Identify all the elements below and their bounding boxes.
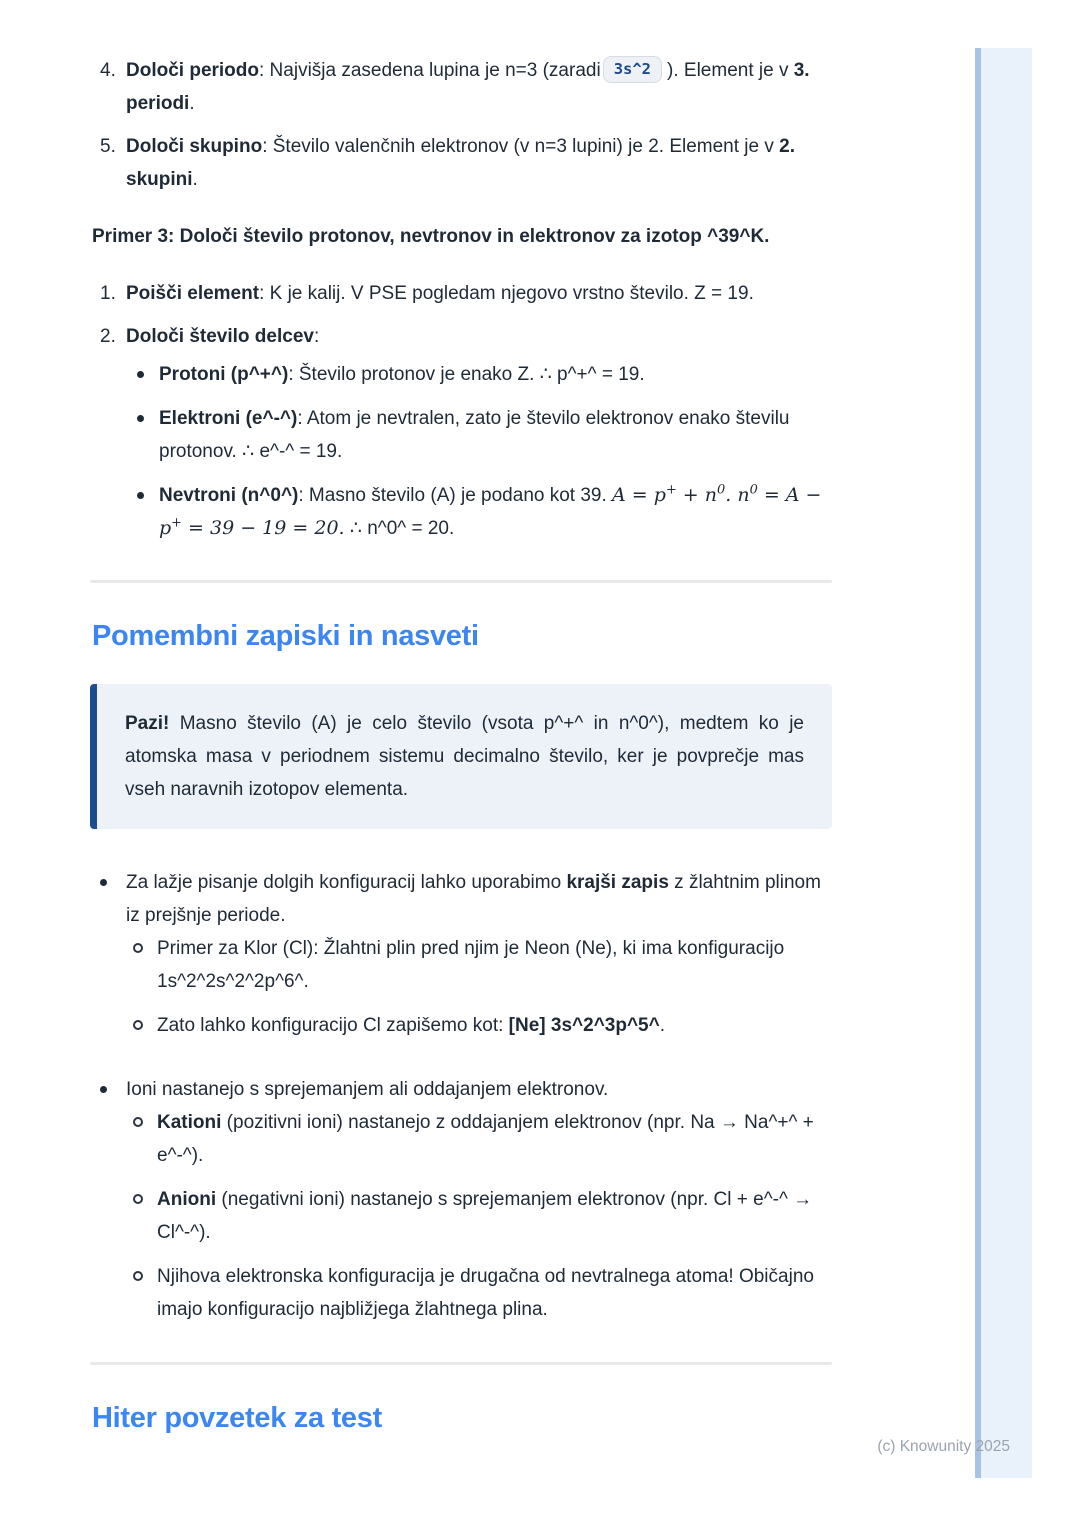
- notes-bullet-list: [90, 866, 832, 1337]
- text-segment: 3. periodi: [126, 60, 810, 114]
- list-item-text: [159, 358, 832, 391]
- math-expression: 0: [717, 482, 726, 498]
- text-segment: Primer za Klor (Cl): Žlahtni plin pred njim je Neon (Ne), ki ima konfiguracijo 1s^2^2s^2^2p^6^.: [157, 938, 785, 992]
- text-segment: Ioni nastanejo s sprejemanjem ali oddajanjem elektronov.: [126, 1079, 609, 1100]
- list-item-text: [159, 402, 832, 468]
- text-segment: Določi število delcev: [126, 326, 314, 347]
- list-item-text: [126, 54, 832, 120]
- numbered-steps-list-primer3: [90, 277, 832, 556]
- bullet-circle-marker: [133, 1260, 157, 1281]
- text-segment: Masno število (A) je celo število (vsota p^+^ in n^0^), medtem ko je atomska masa v periodnem sistemu decimalno število, ker je povprečje mas vseh naravnih izotopov elementa.: [125, 713, 804, 800]
- list-item-paragraph: [159, 358, 832, 391]
- bullet-circle-marker: [133, 1183, 157, 1204]
- list-item-paragraph: [126, 130, 832, 196]
- list-number: 1.: [100, 283, 116, 304]
- list-item-paragraph: [126, 866, 832, 932]
- list-item: [133, 1106, 832, 1172]
- text-segment: : Atom je nevtralen, zato je število elektronov enako številu protonov. ∴ e^-^ = 19.: [159, 408, 790, 462]
- bullet-disc-marker: [100, 1073, 126, 1093]
- list-item-paragraph: [126, 1073, 832, 1106]
- list-item-paragraph: [159, 402, 832, 468]
- list-item-paragraph: [126, 320, 832, 353]
- copyright-footer: (c) Knowunity 2025: [877, 1438, 1010, 1455]
- bullet-disc-marker: [137, 402, 159, 422]
- bullet-disc-marker: [100, 866, 126, 886]
- list-item-text: [157, 1183, 832, 1249]
- list-item: [133, 1009, 832, 1042]
- list-item-text: [126, 320, 832, 556]
- text-segment: Kationi: [157, 1112, 222, 1133]
- list-item-paragraph: [157, 1106, 832, 1172]
- page-edge-strip: [975, 48, 1032, 1478]
- list-item: [137, 479, 832, 545]
- nested-circle-list: [133, 932, 832, 1042]
- list-item-text: [126, 1073, 832, 1337]
- bullet-circle-marker: [133, 1009, 157, 1030]
- list-item-paragraph: [126, 54, 832, 120]
- list-item-paragraph: [157, 1260, 832, 1326]
- math-expression: +: [171, 515, 182, 531]
- text-segment: : Število protonov je enako Z. ∴ p^+^ = 19.: [288, 364, 645, 385]
- text-segment: z žlahtnim plinom iz prejšnje periode.: [126, 872, 821, 926]
- list-item: [100, 130, 832, 196]
- list-item: [133, 1183, 832, 1249]
- text-segment: Nevtroni (n^0^): [159, 485, 299, 506]
- section-divider: [90, 580, 832, 583]
- list-item: [133, 932, 832, 998]
- list-item: [100, 277, 832, 310]
- text-segment: Pazi!: [125, 713, 170, 734]
- list-item-text: [126, 866, 832, 1053]
- list-item: [137, 402, 832, 468]
- bullet-circle-marker: [133, 1106, 157, 1127]
- list-item: [100, 320, 832, 556]
- list-item-paragraph: [157, 932, 832, 998]
- section-heading-notes: Pomembni zapiski in nasveti: [92, 620, 479, 652]
- section-divider: [90, 1362, 832, 1365]
- bullet-disc-marker: [137, 358, 159, 378]
- text-segment: : Število valenčnih elektronov (v n=3 lupini) je 2. Element je v: [262, 136, 780, 157]
- list-number: 5.: [100, 136, 116, 157]
- list-item-paragraph: [157, 1183, 832, 1249]
- text-segment: Poišči element: [126, 283, 260, 304]
- text-segment: 2. skupini: [126, 136, 796, 190]
- text-segment: Njihova elektronska konfiguracija je drugačna od nevtralnega atoma! Običajno imajo konfiguracijo najbližjega žlahtnega plina.: [157, 1266, 814, 1320]
- text-segment: Primer 3: Določi število protonov, nevtronov in elektronov za izotop ^39^K.: [92, 226, 770, 247]
- list-item: [100, 1073, 832, 1337]
- list-item-text: [157, 1260, 832, 1326]
- warning-callout-text: [125, 707, 804, 806]
- text-segment: .: [189, 93, 195, 114]
- math-expression: = 39 − 19 = 20.: [182, 517, 345, 539]
- bullet-disc-marker: [137, 479, 159, 499]
- list-number: 4.: [100, 60, 116, 81]
- list-item: [100, 54, 832, 120]
- math-expression: = A − p: [159, 484, 822, 539]
- document-page: [90, 54, 832, 1466]
- math-expression: +: [665, 482, 677, 498]
- list-item-text: [126, 130, 832, 196]
- text-segment: : K je kalij. V PSE pogledam njegovo vrstno število. Z = 19.: [259, 283, 754, 304]
- numbered-steps-list-top: [90, 54, 832, 196]
- text-segment: .: [192, 169, 198, 190]
- text-segment: (negativni ioni) nastanejo s sprejemanjem elektronov (npr. Cl + e^-^ → Cl^-^).: [157, 1189, 813, 1243]
- list-item-paragraph: [159, 479, 832, 545]
- text-segment: Anioni: [157, 1189, 217, 1210]
- text-segment: : Najvišja zasedena lupina je n=3 (zaradi: [259, 60, 601, 81]
- list-item-paragraph: [157, 1009, 832, 1042]
- inline-code-chip: 3s^2: [603, 56, 662, 83]
- text-segment: (pozitivni ioni) nastanejo z oddajanjem elektronov (npr. Na → Na^+^ + e^-^).: [157, 1112, 814, 1166]
- list-item-paragraph: [126, 277, 832, 310]
- nested-bullet-list: [137, 358, 832, 545]
- text-segment: : Masno število (A) je podano kot 39.: [298, 485, 613, 506]
- text-segment: Določi skupino: [126, 136, 263, 157]
- list-item: [100, 866, 832, 1053]
- section-heading-summary: Hiter povzetek za test: [92, 1402, 382, 1434]
- text-segment: Elektroni (e^-^): [159, 408, 298, 429]
- list-item-text: [157, 1009, 832, 1042]
- nested-circle-list: [133, 1106, 832, 1326]
- list-item-text: [157, 932, 832, 998]
- text-segment: ∴ n^0^ = 20.: [344, 518, 455, 539]
- warning-callout: [90, 684, 832, 829]
- text-segment: Protoni (p^+^): [159, 364, 289, 385]
- list-item-text: [126, 277, 832, 310]
- text-segment: Določi periodo: [126, 60, 259, 81]
- list-item-text: [159, 479, 832, 545]
- text-segment: :: [313, 326, 320, 347]
- text-segment: krajši zapis: [566, 872, 669, 893]
- text-segment: Za lažje pisanje dolgih konfiguracij lahko uporabimo: [126, 872, 567, 893]
- list-item-text: [157, 1106, 832, 1172]
- math-expression: . n: [725, 484, 750, 506]
- primer3-paragraph: [92, 220, 832, 253]
- list-item: [137, 358, 832, 391]
- text-segment: .: [659, 1015, 665, 1036]
- math-expression: + n: [676, 484, 718, 506]
- text-segment: [Ne] 3s^2^3p^5^: [508, 1015, 660, 1036]
- list-number: 2.: [100, 326, 116, 347]
- text-segment: ). Element je v: [667, 60, 794, 81]
- list-item: [133, 1260, 832, 1326]
- math-expression: A = p: [612, 484, 666, 506]
- bullet-circle-marker: [133, 932, 157, 953]
- math-expression: 0: [749, 482, 758, 498]
- text-segment: Zato lahko konfiguracijo Cl zapišemo kot:: [157, 1015, 509, 1036]
